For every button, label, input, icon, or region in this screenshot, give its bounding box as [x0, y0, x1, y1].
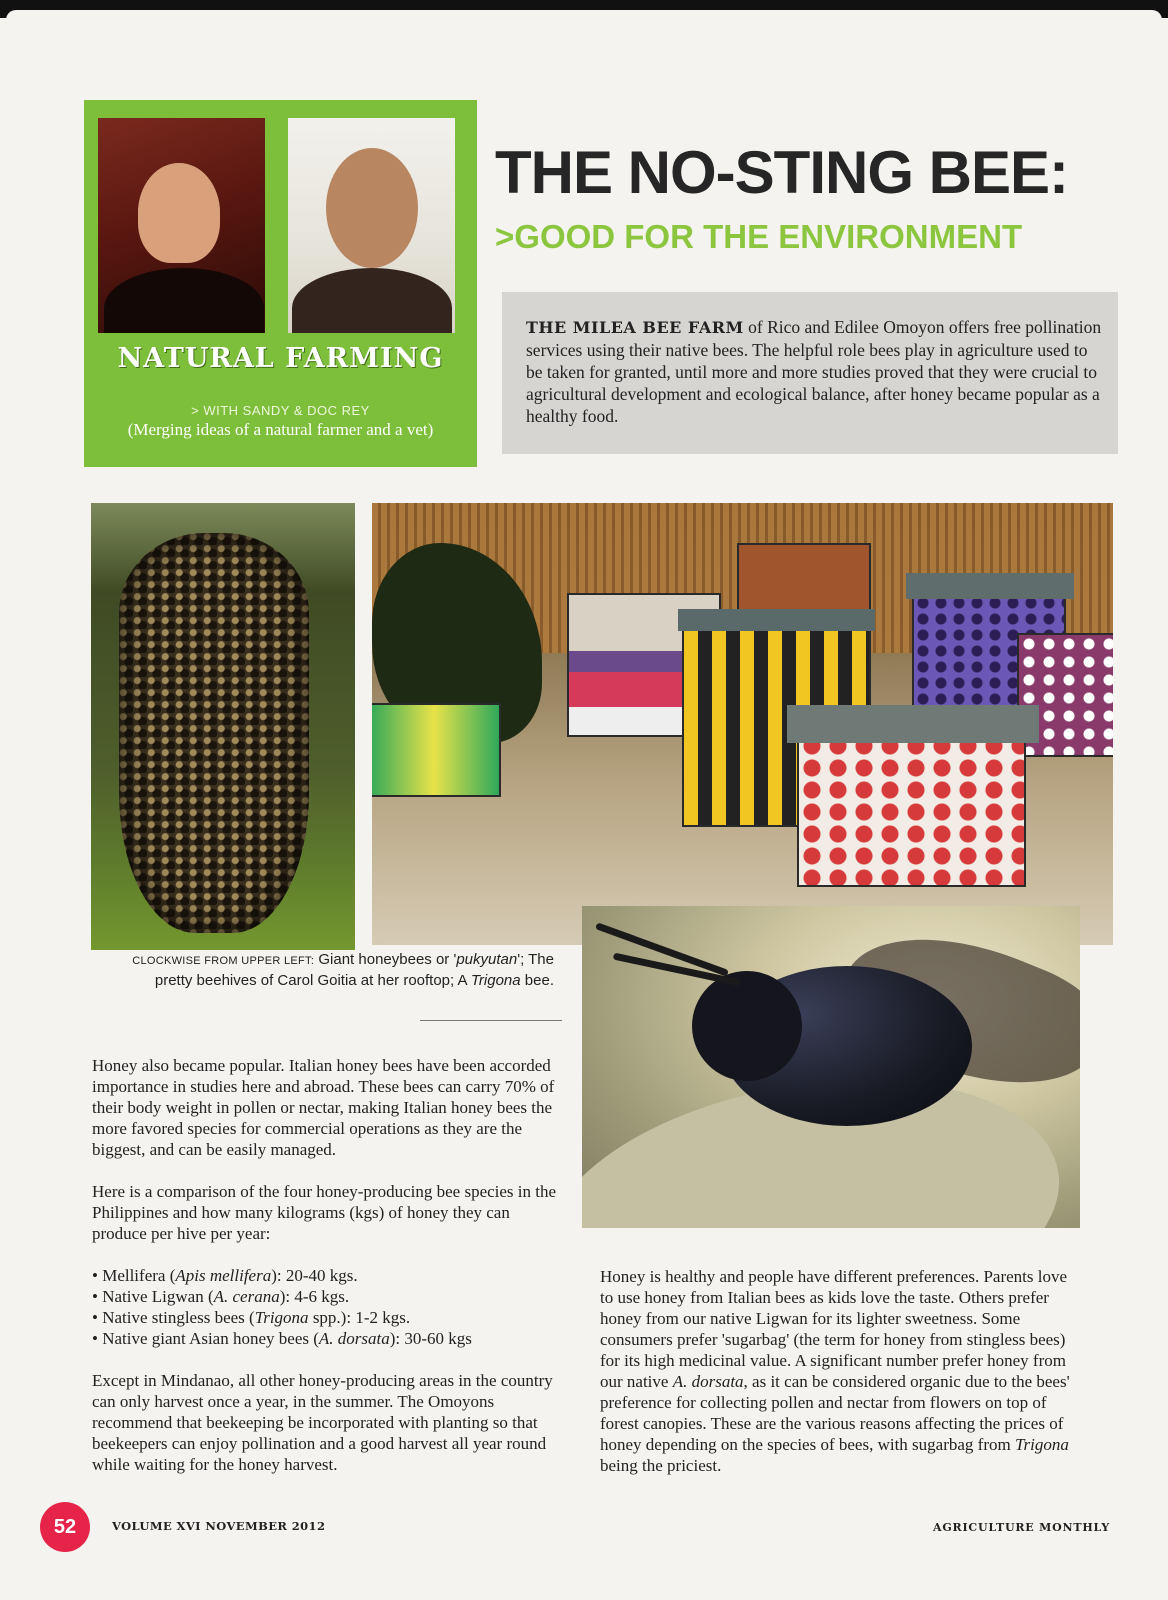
- body-paragraph: Here is a comparison of the four honey-producing bee species in the Philippines and how many kilograms (kgs) of honey they can produce per hive per year:: [92, 1182, 557, 1243]
- photo-caption: CLOCKWISE FROM UPPER LEFT: Giant honeybees or 'pukyutan'; The pretty beehives of Carol Goitia at her rooftop; A Trigona bee.: [132, 951, 554, 989]
- list-item: • Native stingless bees (Trigona spp.): 1-2 kgs.: [92, 1308, 411, 1327]
- list-item: • Native Ligwan (A. cerana): 4-6 kgs.: [92, 1287, 350, 1306]
- intro-text: of Rico and Edilee Omoyon offers free pollination services using their native bees. The helpful role bees play in agriculture used to be taken for granted, until more and more studies proved that they were crucial to agricultural development and ecological balance, after honey became popular as a healthy food.: [526, 317, 1102, 426]
- species-list: [92, 1265, 562, 1349]
- giant-honeybee-hive-photo: [91, 503, 355, 950]
- intro-paragraph: [526, 316, 1102, 427]
- body-paragraph: Honey also became popular. Italian honey bees have been accorded importance in studies here and abroad. These bees can carry 70% of their body weight in pollen or nectar, making Italian honey bees the more favored species for commercial operations as they are the biggest, and can be easily managed.: [92, 1056, 555, 1159]
- body-column-left: [92, 1055, 562, 1496]
- honeycomb-cluster: [119, 533, 309, 933]
- article-subhead: >GOOD FOR THE ENVIRONMENT: [495, 218, 1023, 255]
- column-header-box: [84, 100, 477, 467]
- list-item: • Mellifera (Apis mellifera): 20-40 kgs.: [92, 1266, 358, 1285]
- column-description: (Merging ideas of a natural farmer and a vet): [127, 420, 434, 439]
- trigona-bee-photo: [582, 906, 1080, 1228]
- intro-lead: THE MILEA BEE FARM: [526, 318, 744, 337]
- list-item: • Native giant Asian honey bees (A. dorsata): 30-60 kgs: [92, 1329, 472, 1348]
- rooftop-beehives-photo: [372, 503, 1113, 945]
- caption-rule: [420, 1020, 562, 1021]
- publication-name: AGRICULTURE MONTHLY: [932, 1521, 1110, 1534]
- column-byline: > WITH SANDY & DOC REY: [191, 403, 370, 418]
- body-column-right: [600, 1266, 1080, 1476]
- body-paragraph: Honey is healthy and people have different preferences. Parents love to use honey from Italian bees as kids love the taste. Others prefer honey from our native Ligwan for its lighter sweetness. Some consumers prefer 'sugarbag' (the term for honey from stingless bees) for its high medicinal value. A significant number prefer honey from our native A. dorsata, as it can be considered organic due to the bees' preference for collecting pollen and nectar from flowers on top of forest canopies. These are the various reasons affecting the prices of honey depending on the species of bees, with sugarbag from Trigona being the priciest.: [600, 1267, 1070, 1475]
- body-paragraph: Except in Mindanao, all other honey-producing areas in the country can only harvest once a year, in the summer. The Omoyons recommend that beekeeping be incorporated with planting so that beekeepers can enjoy pollination and a good harvest all year round while waiting for the honey harvest.: [92, 1371, 553, 1474]
- beehive-box: [372, 703, 501, 797]
- article-headline: THE NO-STING BEE:: [495, 139, 1069, 206]
- author-photo-sandy: [98, 118, 265, 333]
- intro-box: [502, 292, 1118, 454]
- author-photo-doc-rey: [288, 118, 455, 333]
- column-title: NATURAL FARMING: [117, 343, 444, 374]
- page-number: 52: [40, 1502, 90, 1552]
- beehive-box: [797, 733, 1026, 887]
- issue-info: VOLUME XVI NOVEMBER 2012: [112, 1519, 326, 1533]
- page-edge: [6, 10, 1162, 20]
